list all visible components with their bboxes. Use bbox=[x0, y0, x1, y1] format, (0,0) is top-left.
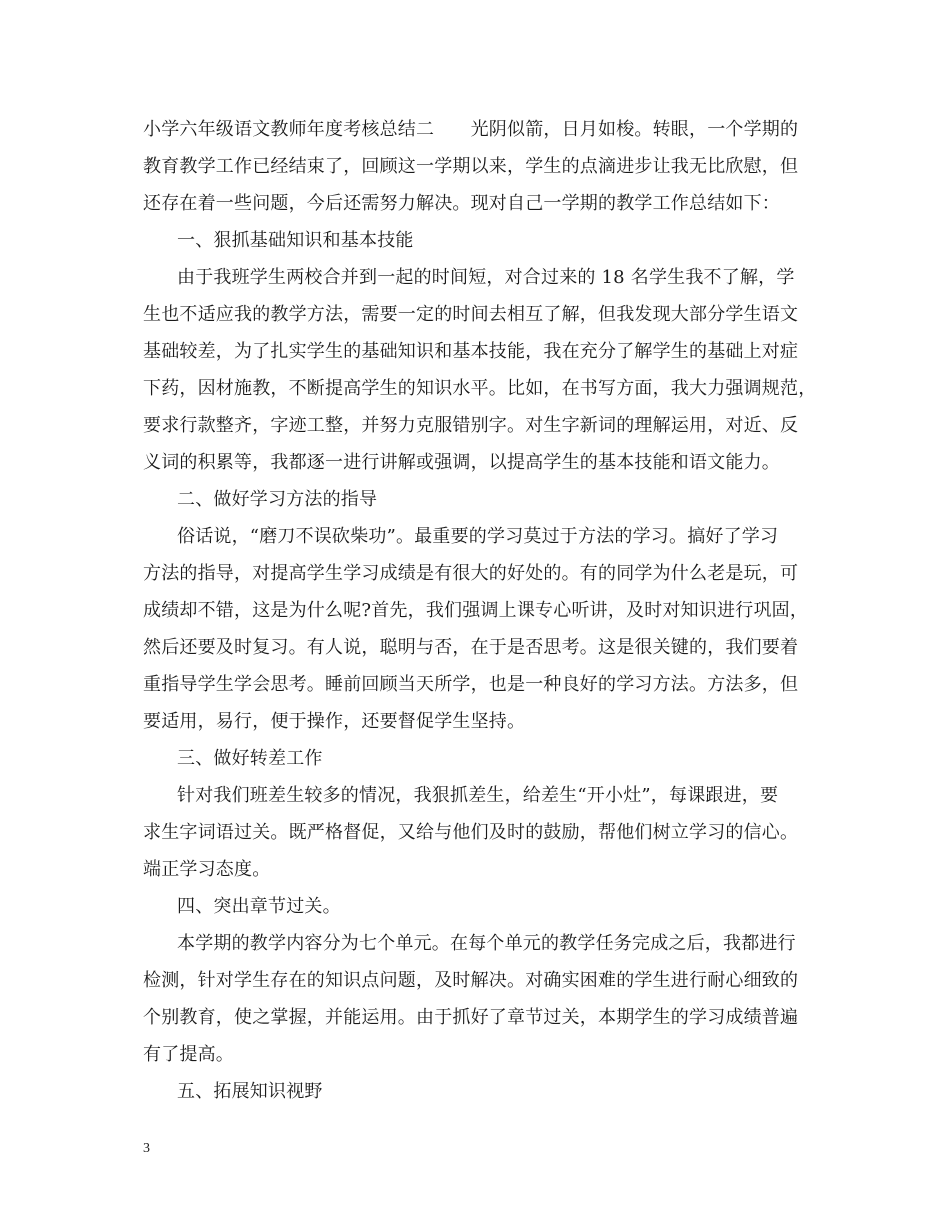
text-line: 检测，针对学生存在的知识点问题，及时解决。对确实困难的学生进行耐心细致的 bbox=[143, 970, 799, 991]
text-line: 针对我们班差生较多的情况，我狠抓差生，给差生“开小灶”，每课跟进，要 bbox=[177, 785, 779, 806]
text-line: 教育教学工作已经结束了，回顾这一学期以来，学生的点滴进步让我无比欣慰，但 bbox=[143, 156, 799, 177]
section-heading-1: 一、狠抓基础知识和基本技能 bbox=[177, 230, 414, 251]
text-line: 成绩却不错，这是为什么呢?首先，我们强调上课专心听讲，及时对知识进行巩固， bbox=[143, 600, 809, 621]
page-number: 3 bbox=[143, 1141, 150, 1156]
text-line: 本学期的教学内容分为七个单元。在每个单元的教学任务完成之后，我都进行 bbox=[177, 933, 796, 954]
text-line: 要求行款整齐，字迹工整，并努力克服错别字。对生字新词的理解运用，对近、反 bbox=[143, 415, 799, 436]
text-line: 个别教育，使之掌握，并能运用。由于抓好了章节过关，本期学生的学习成绩普遍 bbox=[143, 1007, 799, 1028]
text-line: 重指导学生学会思考。睡前回顾当天所学，也是一种良好的学习方法。方法多，但 bbox=[143, 674, 799, 695]
text-line: 义词的积累等，我都逐一进行讲解或强调，以提高学生的基本技能和语文能力。 bbox=[143, 452, 780, 473]
text-line: 有了提高。 bbox=[143, 1044, 234, 1065]
section-heading-3: 三、做好转差工作 bbox=[177, 748, 323, 769]
text-line: 然后还要及时复习。有人说，聪明与否，在于是否思考。这是很关键的，我们要着 bbox=[143, 637, 799, 658]
text-line: 求生字词语过关。既严格督促，又给与他们及时的鼓励，帮他们树立学习的信心。 bbox=[143, 822, 799, 843]
text-line: 还存在着一些问题，今后还需努力解决。现对自己一学期的教学工作总结如下： bbox=[143, 193, 780, 214]
text-line: 下药，因材施教，不断提高学生的知识水平。比如，在书写方面，我大力强调规范， bbox=[143, 378, 817, 399]
section-heading-4: 四、突出章节过关。 bbox=[177, 896, 341, 917]
text-line: 生也不适应我的教学方法，需要一定的时间去相互了解，但我发现大部分学生语文 bbox=[143, 304, 799, 325]
text-line: 端正学习态度。 bbox=[143, 859, 271, 880]
text-line: 俗话说，“磨刀不误砍柴功”。最重要的学习莫过于方法的学习。搞好了学习 bbox=[177, 526, 779, 547]
text-line: 基础较差，为了扎实学生的基础知识和基本技能，我在充分了解学生的基础上对症 bbox=[143, 341, 799, 362]
section-heading-2: 二、做好学习方法的指导 bbox=[177, 489, 378, 510]
text-line: 小学六年级语文教师年度考核总结二 光阴似箭，日月如梭。转眼，一个学期的 bbox=[143, 119, 799, 140]
text-line: 方法的指导，对提高学生学习成绩是有很大的好处的。有的同学为什么老是玩，可 bbox=[143, 563, 799, 584]
text-line: 要适用，易行，便于操作，还要督促学生坚持。 bbox=[143, 711, 526, 732]
text-line: 由于我班学生两校合并到一起的时间短，对合过来的 18 名学生我不了解，学 bbox=[177, 267, 795, 288]
section-heading-5: 五、拓展知识视野 bbox=[177, 1081, 323, 1102]
